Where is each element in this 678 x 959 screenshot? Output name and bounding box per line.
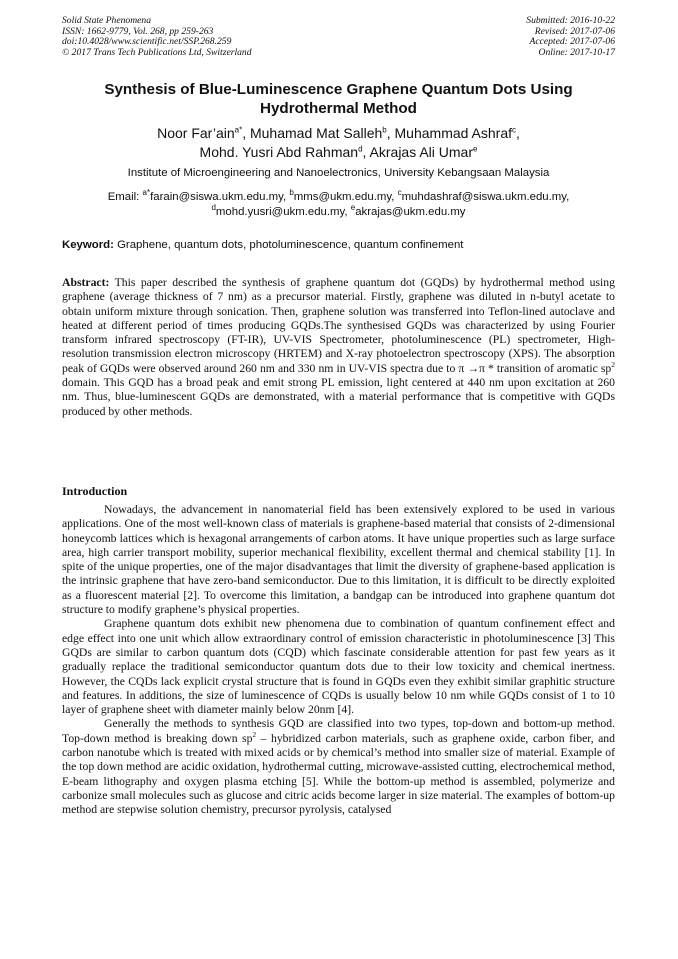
email-mark: b (289, 188, 294, 198)
introduction-body (62, 503, 615, 818)
date-revised: Revised: 2017-07-06 (534, 25, 615, 37)
abstract-text: This paper described the synthesis of graphene quantum dot (GQDs) by hydrothermal method using graphene (average thickness of 7 nm) as a precursor material. Firstly, graphene was diluted in n-butyl acetate to obtain uniform mixture through sonication. Then, graphene solution was transferred into Teflon-lined autoclave and heated at different period of times producing GQDs.The synthesised GQDs was characterized by using Fourier transform infrared spectroscopy (FT-IR), UV-VIS Spectrometer, photoluminescence (PL) spectrometer, High-resolution transmission electron microscopy (HRTEM) and X-ray photoelectron spectroscopy (XPS). The absorption peak of GQDs were observed around 260 nm and 330 nm in UV-VIS spectra due to π →π * transition of aromatic sp (62, 276, 615, 375)
email-address[interactable]: akrajas@ukm.edu.my (355, 206, 466, 218)
email-list (62, 190, 615, 220)
abstract-text-cont: domain. This GQD has a broad peak and emit strong PL emission, light centered at 440 nm upon excitation at 260 nm. Thus, blue-luminescent GQDs are demonstrated, with a material performance that is competitive with GQDs produced by other methods. (62, 376, 615, 418)
email-mark: d (211, 203, 216, 213)
date-online: Online: 2017-10-17 (538, 46, 615, 58)
title-line-1: Synthesis of Blue-Luminescence Graphene Quantum Dots Using (104, 81, 573, 98)
author-name: Noor Far’ain (157, 125, 235, 141)
author-mark: a* (234, 125, 243, 135)
author-name: Muhammad Ashraf (394, 125, 513, 141)
author-mark: d (358, 144, 363, 154)
author-name: Akrajas Ali Umar (369, 144, 473, 160)
abstract (62, 276, 615, 419)
journal-name: Solid State Phenomena (62, 15, 151, 26)
email-mark: e (350, 203, 356, 213)
section-heading-introduction: Introduction (62, 484, 128, 498)
affiliation: Institute of Microengineering and Nanoelectronics, University Kebangsaan Malaysia (127, 167, 550, 179)
intro-p3-text-cont: – hybridized carbon materials, such as graphene oxide, carbon fiber, and carbon nanotube which is treated with mixed acids or by chemical’s method into smaller size of material. Example of the top down method are acidic oxidation, hydrothermal cutting, microwave-assisted cutting, electrochemical method, E-beam lithography and oxygen plasma etching [5]. While the bottom-up method is assembled, polymerize and carbonize small molecules such as glucose and citric acids become larger in size material. The examples of bottom-up method are stepwise solution chemistry, precursor pyrolysis, catalysed (62, 731, 615, 817)
author-mark: b (382, 125, 387, 135)
journal-issn: ISSN: 1662-9779, Vol. 268, pp 259-263 (62, 25, 214, 37)
abstract-label: Abstract: (62, 276, 110, 289)
paper-title (62, 80, 615, 118)
author-name: Muhamad Mat Salleh (249, 125, 383, 141)
author-mark: e (473, 144, 478, 154)
keyword-label: Keyword: (62, 239, 114, 251)
email-address[interactable]: mms@ukm.edu.my (293, 191, 392, 203)
author-list (62, 124, 615, 162)
intro-p3-sup: 2 (252, 729, 257, 739)
author-line-1: Noor Far’ain$^{a*}$, Muhamad Mat Salleh$^b$, Muhammad Ashraf$^c$, (157, 125, 520, 141)
email-address[interactable]: mohd.yusri@ukm.edu.my (215, 206, 345, 218)
intro-paragraph-3 (62, 717, 615, 817)
journal-doi: doi:10.4028/www.scientific.net/SSP.268.259 (62, 36, 232, 48)
keywords (62, 238, 615, 252)
email-mark: c (397, 188, 402, 198)
email-address[interactable]: muhdashraf@siswa.ukm.edu.my (401, 191, 567, 203)
author-name: Mohd. Yusri Abd Rahman (199, 144, 359, 160)
email-mark: a* (142, 188, 151, 198)
publication-dates (526, 16, 615, 58)
email-address[interactable]: farain@siswa.ukm.edu.my (150, 191, 283, 203)
intro-paragraph-2: Graphene quantum dots exhibit new phenomena due to combination of quantum confinement effect and edge effect into one unit which allow extraordinary control of emission characteristic in photoluminescence [3] This GQDs are similar to carbon quantum dots (CQD) which fascinate considerable attention for past few years as it gradually replace the traditional semiconductor quantum dots due to their low toxicity and chemical inertness. However, the CQDs lack explicit crystal structure that is found in GQDs even they exhibit similar graphitic structure and features. In additions, the size of luminescence of CQDs is usually below 10 nm while GQDs consist of 1 to 10 layer of graphene sheet with diameter mainly below 20nm [4]. (62, 617, 615, 717)
intro-p3-text: Generally the methods to synthesis GQD are classified into two types, top-down and bottom-up method. Top-down method is breaking down sp (62, 717, 615, 745)
date-accepted: Accepted: 2017-07-06 (529, 36, 615, 48)
title-line-2: Hydrothermal Method (260, 100, 417, 117)
email-line-2: $^d$mohd.yusri@ukm.edu.my, $^e$akrajas@ukm.edu.my (211, 203, 466, 218)
date-submitted: Submitted: 2016-10-22 (526, 15, 615, 26)
author-line-2: Mohd. Yusri Abd Rahman$^d$, Akrajas Ali Umar$^e$ (199, 144, 478, 160)
intro-paragraph-1: Nowadays, the advancement in nanomaterial field has been extensively explored to be used in various applications. One of the most well-known class of materials is graphene-based material that consists of 2-dimensional honeycomb lattices which is hexagonal arrangements of carbon atoms. It have unique properties such as large surface area, high carrier transport mobility, superior mechanical flexibility, excellent thermal and chemical stability [1]. In spite of the unique properties, one of the major disadvantages that limit the diversity of graphene-based application is the intrinsic graphene that have zero-band semiconductor. Due to this limitation, it is difficult to be directly exploited as a fluorescent material [2]. To overcome this limitation, a bandgap can be introduced into graphene quantum dot structure to modify graphene’s physical properties. (62, 503, 615, 617)
email-line-1: Email: $^{a*}$farain@siswa.ukm.edu.my, $^b$mms@ukm.edu.my, $^c$muhdashraf@siswa.ukm.edu.my, (107, 188, 570, 203)
journal-info (62, 16, 252, 58)
keyword-text: Graphene, quantum dots, photoluminescence, quantum confinement (113, 239, 464, 251)
abstract-sup: 2 (611, 359, 615, 369)
author-mark: c (512, 125, 517, 135)
email-label: Email: (107, 191, 143, 203)
journal-copyright: © 2017 Trans Tech Publications Ltd, Switzerland (62, 46, 252, 58)
